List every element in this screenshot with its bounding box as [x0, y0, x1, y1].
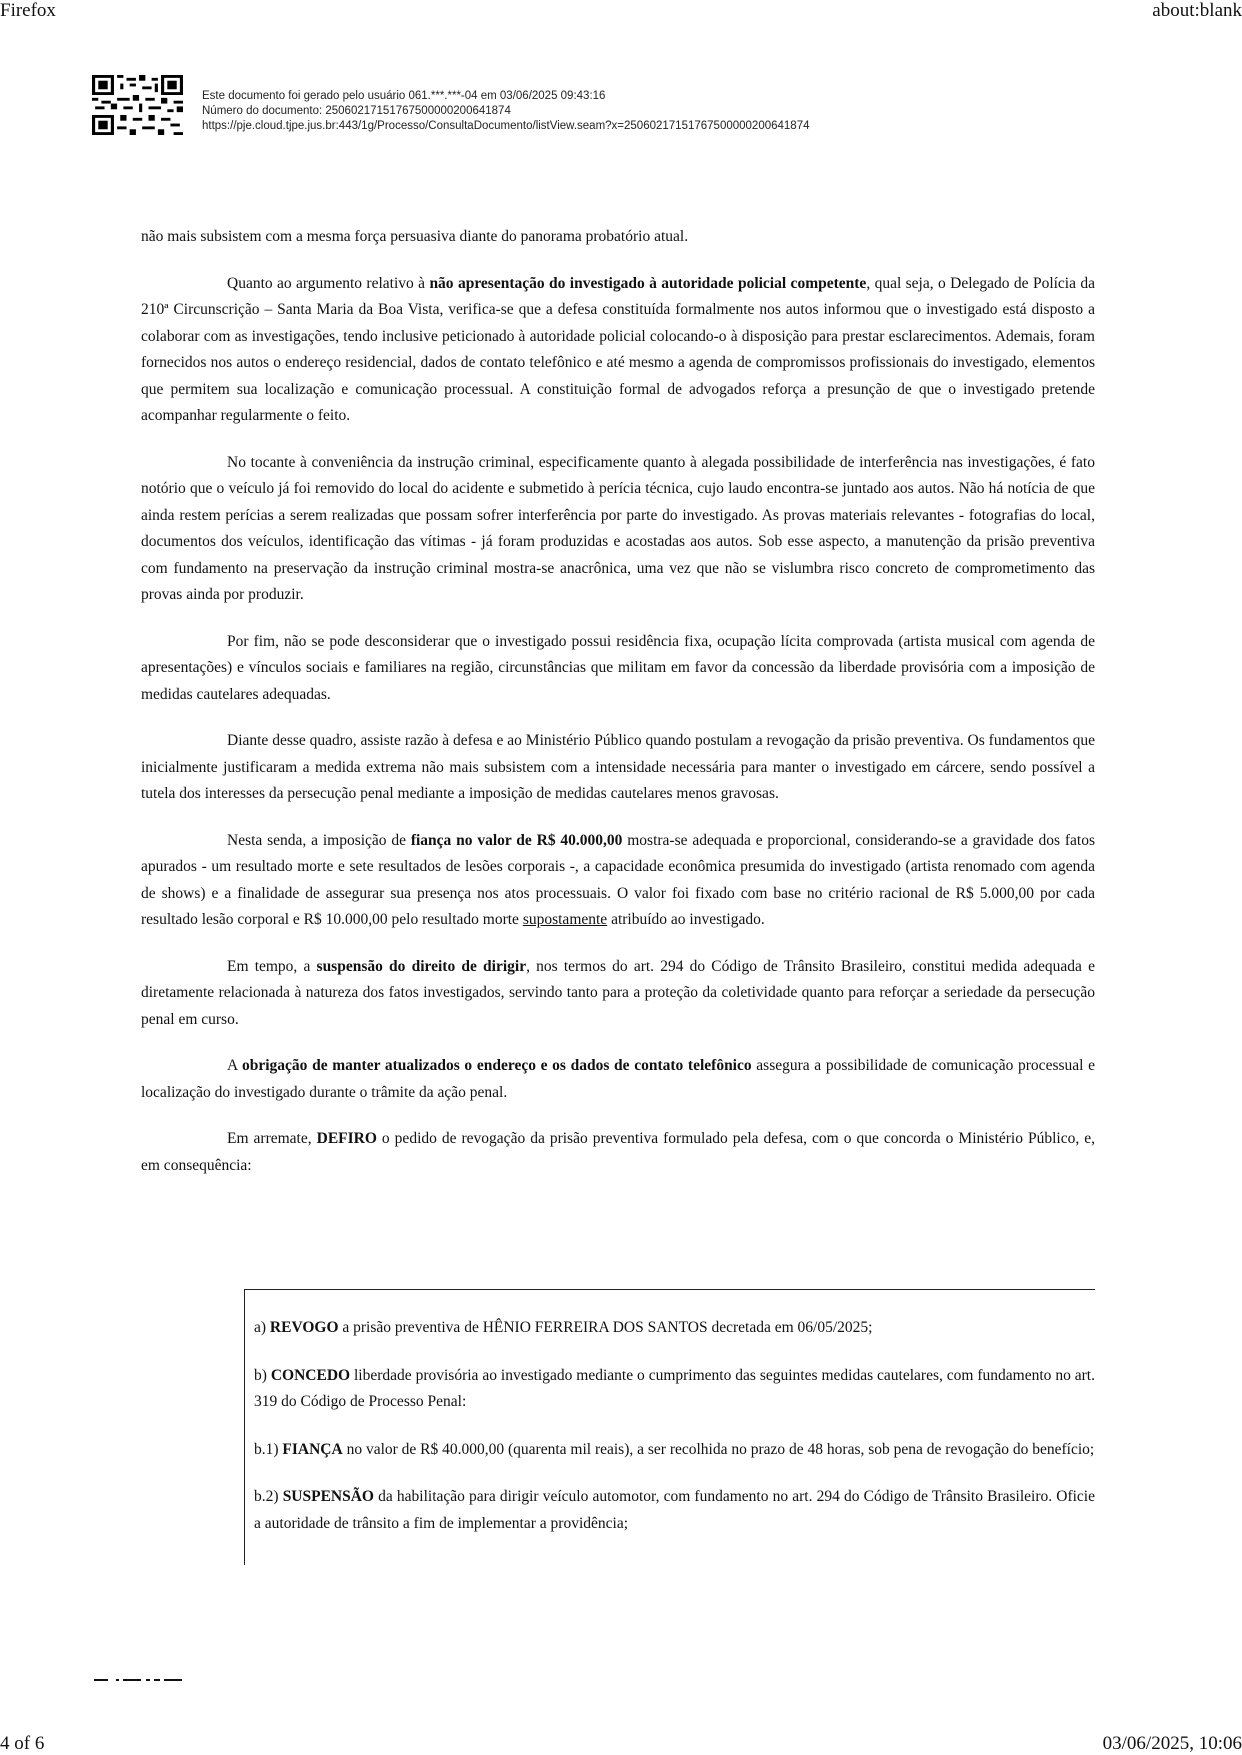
page-count: 4 of 6 — [0, 1733, 45, 1754]
document-url-line: https://pje.cloud.tjpe.jus.br:443/1g/Processo/ConsultaDocumento/listView.seam?x=25060217151767500000200641874 — [202, 120, 810, 132]
browser-app-name: Firefox — [0, 0, 56, 21]
paragraph-contact-obligation: A obrigação de manter atualizados o endereço e os dados de contato telefônico assegura a possibilidade de comunicação processual e localização do investigado durante o trâmite da ação penal. — [141, 1057, 1095, 1101]
item-a: a) REVOGO a prisão preventiva de HÊNIO FERREIRA DOS SANTOS decretada em 06/05/2025; — [254, 1319, 873, 1336]
paragraph-continuation: não mais subsistem com a mesma força persuasiva diante do panorama probatório atual. — [141, 228, 689, 245]
paragraph-decision: Em arremate, DEFIRO o pedido de revogação da prisão preventiva formulado pela defesa, com o que concorda o Ministério Público, e, em consequência: — [141, 1130, 1095, 1174]
browser-url: about:blank — [1152, 0, 1242, 21]
item-b2: b.2) SUSPENSÃO da habilitação para dirigir veículo automotor, com fundamento no art. 294 do Código de Trânsito Brasileiro. Oficie a autoridade de trânsito a fim de implementar a providência; — [254, 1488, 1095, 1532]
document-body — [141, 224, 1095, 1199]
paragraph-license-suspension: Em tempo, a suspensão do direito de dirigir, nos termos do art. 294 do Código de Trânsito Brasileiro, constitui medida adequada e diretamente relacionada à natureza dos fatos investigados, servindo tanto para a proteção da coletividade quanto para reforçar a seriedade da persecução penal em curso. — [141, 957, 1095, 1028]
barcode-fragment-icon — [94, 1678, 182, 1682]
document-metadata — [202, 89, 902, 134]
paragraph-instruction: No tocante à conveniência da instrução criminal, especificamente quanto à alegada possibilidade de interferência nas investigações, é fato notório que o veículo já foi removido do local do acidente e submetido à perícia técnica, cujo laudo encontra-se juntado aos autos. Não há notícia de que ainda restem perícias a serem realizadas que possam sofrer interferência por parte do investigado. As provas materiais relevantes - fotografias do local, documentos dos veículos, identificação das vítimas - já foram produzidas e acostadas aos autos. Sob esse aspecto, a manutenção da prisão preventiva com fundamento na preservação da instrução criminal mostra-se anacrônica, uma vez que não se vislumbra risco concreto de comprometimento das provas ainda por produzir. — [141, 453, 1095, 603]
document-number-line: Número do documento: 25060217151767500000200641874 — [202, 105, 511, 117]
paragraph-bail: Nesta senda, a imposição de fiança no valor de R$ 40.000,00 mostra-se adequada e proporcional, considerando-se a gravidade dos fatos apurados - um resultado morte e sete resultados de lesões corporais -, a capacidade econômica presumida do investigado (artista renomado com agenda de shows) e a finalidade de assegurar sua presença nos atos processuais. O valor foi fixado com base no critério racional de R$ 5.000,00 por cada resultado lesão corporal e R$ 10.000,00 pelo resultado morte supostamente atribuído ao investigado. — [141, 831, 1095, 928]
qr-code-icon — [92, 75, 183, 135]
item-b: b) CONCEDO liberdade provisória ao investigado mediante o cumprimento das seguintes medidas cautelares, com fundamento no art. 319 do Código de Processo Penal: — [254, 1366, 1095, 1410]
decision-box — [244, 1289, 1095, 1565]
generated-by-line: Este documento foi gerado pelo usuário 061.***.***-04 em 03/06/2025 09:43:16 — [202, 90, 606, 102]
print-datetime: 03/06/2025, 10:06 — [1102, 1733, 1242, 1754]
paragraph-presentation: Quanto ao argumento relativo à não apresentação do investigado à autoridade policial competente, qual seja, o Delegado de Polícia da 210ª Circunscrição – Santa Maria da Boa Vista, verifica-se que a defesa constituída formalmente nos autos informou que o investigado está disposto a colaborar com as investigações, tendo inclusive peticionado à autoridade policial colocando-o à disposição para prestar esclarecimentos. Ademais, foram fornecidos nos autos o endereço residencial, dados de contato telefônico e até mesmo a agenda de compromissos profissionais do investigado, elementos que permitem sua localização e comunicação processual. A constituição formal de advogados reforça a presunção de que o investigado pretende acompanhar regularmente o feito. — [141, 274, 1096, 424]
paragraph-conclusion: Diante desse quadro, assiste razão à defesa e ao Ministério Público quando postulam a revogação da prisão preventiva. Os fundamentos que inicialmente justificaram a medida extrema não mais subsistem com a intensidade necessária para manter o investigado em cárcere, sendo possível a tutela dos interesses da persecução penal mediante a imposição de medidas cautelares menos gravosas. — [141, 732, 1095, 802]
paragraph-residence: Por fim, não se pode desconsiderar que o investigado possui residência fixa, ocupação lícita comprovada (artista musical com agenda de apresentações) e vínculos sociais e familiares na região, circunstâncias que militam em favor da concessão da liberdade provisória com a imposição de medidas cautelares adequadas. — [141, 632, 1095, 703]
item-b1: b.1) FIANÇA no valor de R$ 40.000,00 (quarenta mil reais), a ser recolhida no prazo de 48 horas, sob pena de revogação do benefício; — [254, 1440, 1095, 1458]
